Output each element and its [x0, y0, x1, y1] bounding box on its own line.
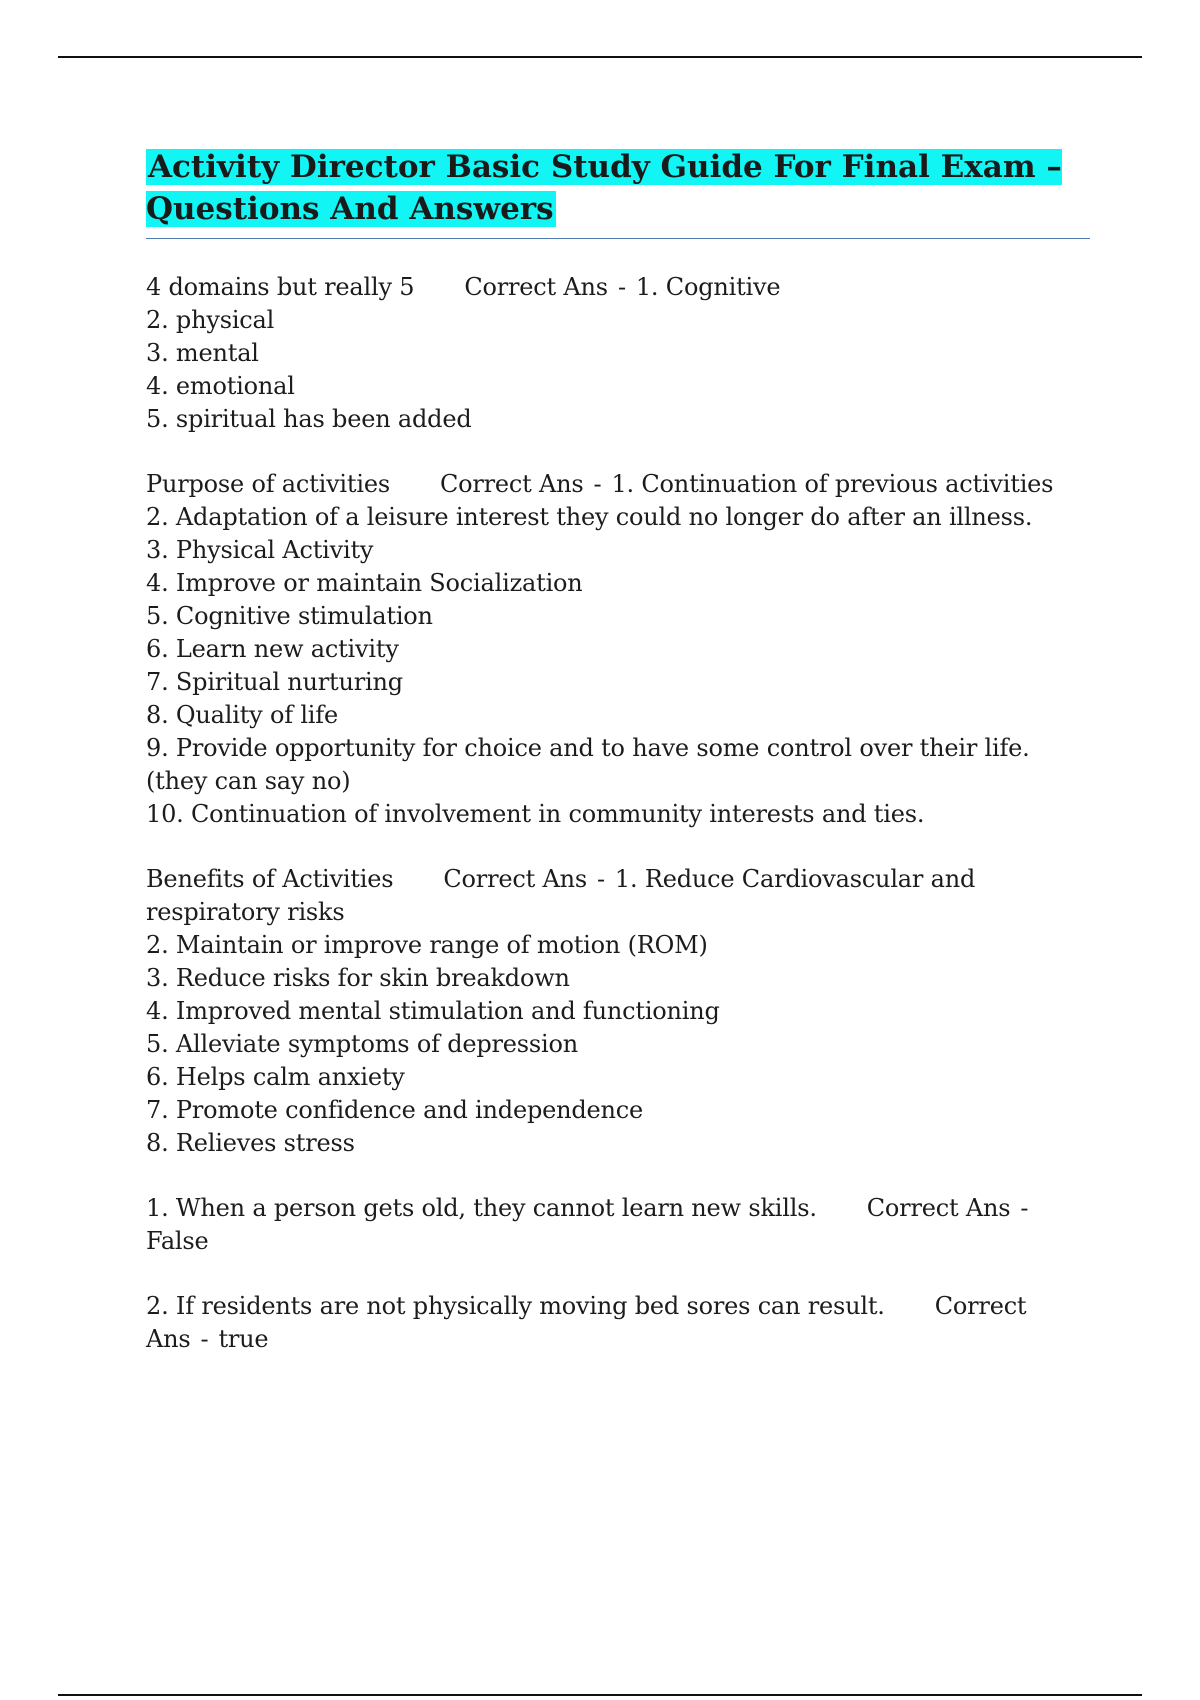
qa-answer-line: 3. Physical Activity — [146, 536, 374, 564]
qa-item — [146, 468, 1090, 831]
qa-answer-line: 7. Spiritual nurturing — [146, 668, 403, 696]
document-body — [146, 146, 1090, 1388]
qa-question: Benefits of Activities — [146, 865, 394, 893]
qa-answer-line: 2. Maintain or improve range of motion (ROM) — [146, 931, 708, 959]
qa-answer-line: 3. Reduce risks for skin breakdown — [146, 964, 570, 992]
qa-answer-line: 8. Relieves stress — [146, 1129, 355, 1157]
answer-label: Correct Ans — [866, 1194, 1011, 1222]
qa-answer-line: 5. spiritual has been added — [146, 405, 472, 433]
answer-dash: - — [593, 470, 602, 498]
qa-answer-line: 8. Quality of life — [146, 701, 338, 729]
qa-answer-line: 10. Continuation of involvement in community interests and ties. — [146, 800, 925, 828]
answer-dash: - — [200, 1325, 209, 1353]
qa-item — [146, 863, 1090, 1160]
qa-answer-line: 4. Improved mental stimulation and functioning — [146, 997, 720, 1025]
qa-list — [146, 271, 1090, 1356]
qa-question: Purpose of activities — [146, 470, 390, 498]
qa-question: 4 domains but really 5 — [146, 273, 415, 301]
qa-answer-line: 6. Helps calm anxiety — [146, 1063, 405, 1091]
qa-answer-line: 7. Promote confidence and independence — [146, 1096, 644, 1124]
qa-answer-line: 5. Alleviate symptoms of depression — [146, 1030, 579, 1058]
answer-dash: - — [596, 865, 605, 893]
qa-answer-line: 2. Adaptation of a leisure interest they could no longer do after an illness. — [146, 503, 1033, 531]
qa-item — [146, 1192, 1090, 1258]
qa-question: 1. When a person gets old, they cannot learn new skills. — [146, 1194, 817, 1222]
qa-answer-first: 1. Continuation of previous activities — [611, 470, 1054, 498]
header-rule — [58, 56, 1142, 58]
qa-question: 2. If residents are not physically moving bed sores can result. — [146, 1292, 885, 1320]
qa-answer-line: 4. Improve or maintain Socialization — [146, 569, 583, 597]
qa-answer-first: true — [218, 1325, 269, 1353]
answer-dash: - — [1020, 1194, 1029, 1222]
qa-answer-first: False — [146, 1227, 209, 1255]
qa-item — [146, 1290, 1090, 1356]
document-title-highlight: Activity Director Basic Study Guide For Final Exam – Questions And Answers — [146, 149, 1062, 227]
answer-label: Correct Ans — [146, 1292, 1027, 1353]
qa-answer-line: 5. Cognitive stimulation — [146, 602, 433, 630]
qa-answer-line: 9. Provide opportunity for choice and to have some control over their life. (they can say no) — [146, 734, 1030, 795]
answer-label: Correct Ans — [443, 865, 587, 893]
footer-rule — [58, 1694, 1142, 1696]
answer-label: Correct Ans — [439, 470, 584, 498]
qa-answer-first: 1. Cognitive — [635, 273, 781, 301]
qa-answer-line: 2. physical — [146, 306, 275, 334]
qa-item — [146, 271, 1090, 436]
qa-answer-first: 1. Reduce Cardiovascular and respiratory risks — [146, 865, 976, 926]
qa-answer-line: 4. emotional — [146, 372, 295, 400]
answer-label: Correct Ans — [464, 273, 608, 301]
document-title — [146, 146, 1090, 239]
qa-answer-line: 3. mental — [146, 339, 259, 367]
qa-answer-line: 6. Learn new activity — [146, 635, 399, 663]
answer-dash: - — [617, 273, 626, 301]
